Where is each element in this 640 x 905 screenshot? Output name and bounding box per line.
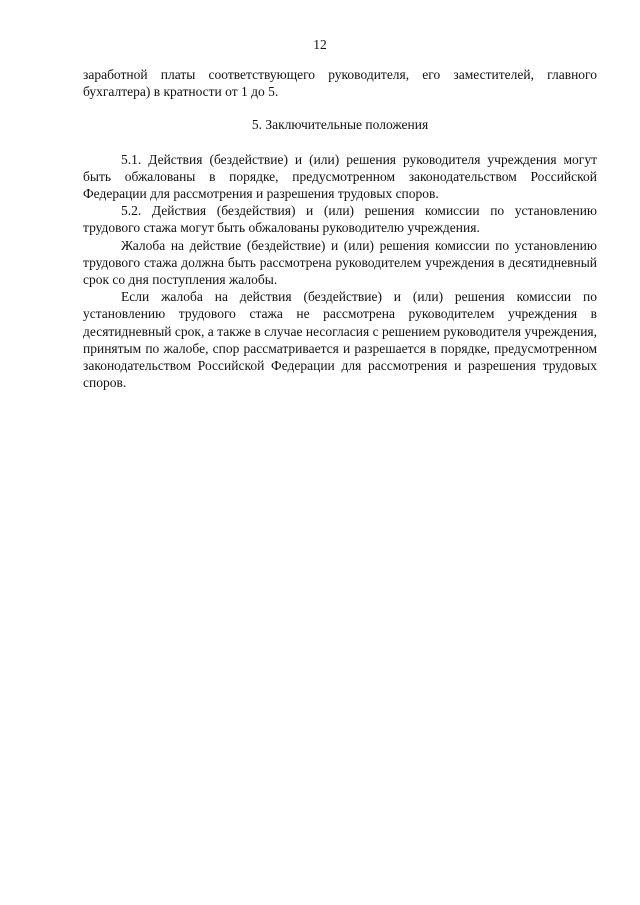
continuation-paragraph: заработной платы соответствующего руководителя, его заместителей, главного бухгалтера) в кратности от 1 до 5. (83, 67, 597, 100)
paragraph-5-1: 5.1. Действия (бездействие) и (или) решения руководителя учреждения могут быть обжалованы в порядке, предусмотренном законодательством Российской Федерации для рассмотрения и разрешения трудовых споров. (83, 151, 597, 202)
section-heading: 5. Заключительные положения (251, 117, 429, 133)
paragraph-complaint: Жалоба на действие (бездействие) и (или) решения комиссии по установлению трудового стажа должна быть рассмотрена руководителем учреждения в десятидневный срок со дня поступления жалобы. (83, 237, 597, 288)
document-body (83, 66, 597, 391)
page-number: 12 (313, 37, 327, 52)
paragraph-5-2: 5.2. Действия (бездействия) и (или) решения комиссии по установлению трудового стажа могут быть обжалованы руководителю учреждения. (83, 203, 597, 236)
paragraph-unresolved-complaint: Если жалоба на действия (бездействие) и (или) решения комиссии по установлению трудового стажа не рассмотрена руководителем учреждения в десятидневный срок, а также в случае несогласия с решением руководителя учреждения, принятым по жалобе, спор рассматривается и разрешается в порядке, предусмотренном законодательством Российской Федерации для рассмотрения и разрешения трудовых споров. (83, 289, 597, 391)
